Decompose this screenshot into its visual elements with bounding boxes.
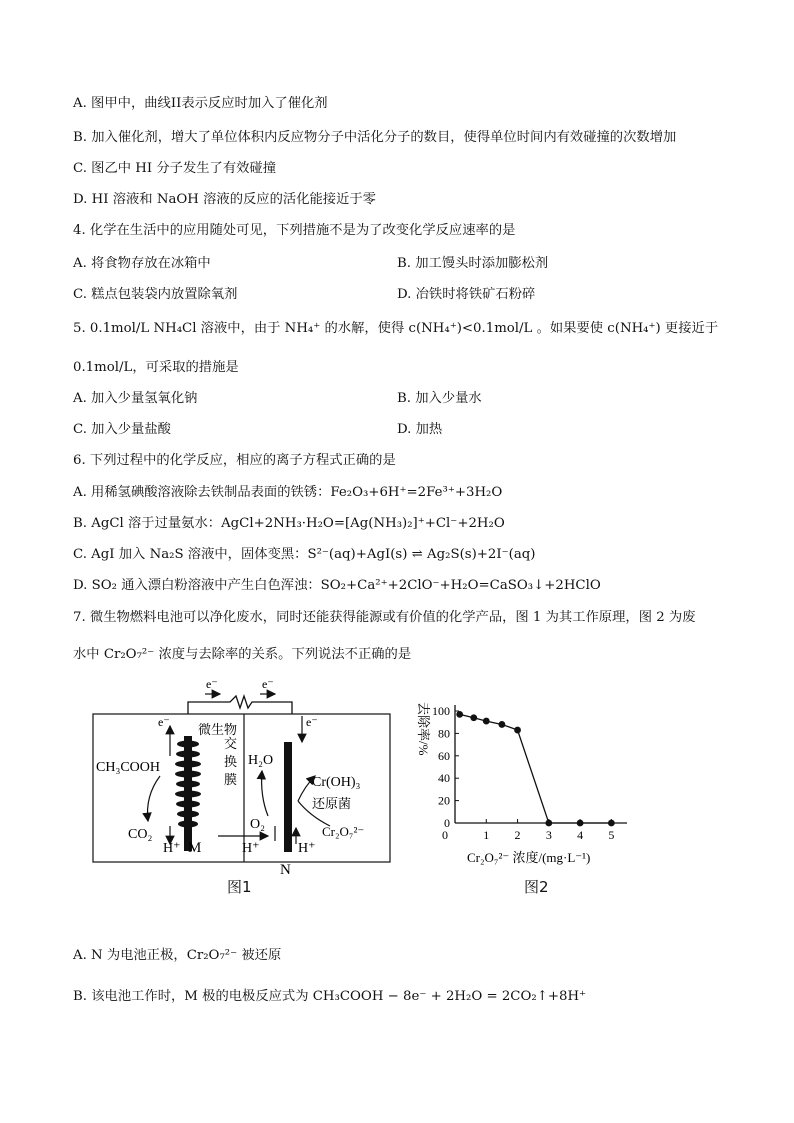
x-tick-label: 2 — [514, 828, 521, 842]
y-tick-label: 0 — [444, 816, 450, 830]
q7-option-b: B. 该电池工作时，M 极的电极反应式为 CH₃COOH − 8e⁻ + 2H₂O = 2CO₂↑+8H⁺ — [73, 989, 587, 1004]
electrode-n — [284, 742, 292, 852]
label-cr2o7: Cr₂O₇²⁻ — [322, 824, 365, 839]
y-tick-label: 100 — [432, 704, 450, 718]
q6-stem: 6. 下列过程中的化学反应，相应的离子方程式正确的是 — [73, 453, 396, 468]
label-membrane-3: 膜 — [224, 772, 238, 787]
data-point — [545, 820, 552, 827]
electron-label-2: e⁻ — [262, 677, 274, 691]
q6-option-a: A. 用稀氢碘酸溶液除去铁制品表面的铁锈：Fe₂O₃+6H⁺=2Fe³⁺+3H₂O — [73, 485, 503, 500]
y-axis-label: 去除率/% — [416, 702, 431, 756]
data-point — [456, 711, 463, 718]
q3-option-c: C. 图乙中 HI 分子发生了有效碰撞 — [73, 161, 277, 176]
label-membrane-2: 换 — [224, 754, 238, 769]
q6-option-c: C. AgI 加入 Na₂S 溶液中，固体变黑：S²⁻(aq)+AgI(s) ⇌ Ag₂S(s)+2I⁻(aq) — [73, 547, 536, 562]
label-hplus-left: H⁺ — [163, 841, 181, 856]
data-point — [483, 718, 490, 725]
figure-1-fuel-cell — [90, 676, 395, 878]
q7-option-a: A. N 为电池正极，Cr₂O₇²⁻ 被还原 — [73, 948, 282, 963]
data-point — [499, 721, 506, 728]
label-hplus-right: H⁺ — [298, 841, 316, 856]
data-point — [608, 820, 615, 827]
label-microbe: 微生物 — [198, 722, 238, 737]
q6-option-d: D. SO₂ 通入漂白粉溶液中产生白色浑浊：SO₂+Ca²⁺+2ClO⁻+H₂O=CaSO₃↓+2HClO — [73, 578, 601, 593]
x-origin-label: 0 — [442, 828, 448, 842]
label-n: N — [280, 862, 291, 878]
q3-option-a: A. 图甲中，曲线II表示反应时加入了催化剂 — [73, 96, 328, 111]
q4-stem: 4. 化学在生活中的应用随处可见，下列措施不是为了改变化学反应速率的是 — [73, 223, 516, 238]
q3-option-b: B. 加入催化剂，增大了单位体积内反应物分子中活化分子的数目，使得单位时间内有效碰撞的次数增加 — [73, 130, 677, 145]
q6-option-b: B. AgCl 溶于过量氨水：AgCl+2NH₃·H₂O=[Ag(NH₃)₂]⁺+Cl⁻+2H₂O — [73, 516, 505, 531]
x-tick-label: 3 — [545, 828, 552, 842]
q3-option-d: D. HI 溶液和 NaOH 溶液的反应的活化能接近于零 — [73, 192, 376, 207]
data-point — [577, 820, 584, 827]
electron-label-n: e⁻ — [306, 715, 318, 729]
data-point — [470, 714, 477, 721]
q4-option-d: D. 冶铁时将铁矿石粉碎 — [397, 287, 536, 302]
q5-option-b: B. 加入少量水 — [397, 391, 482, 406]
chart-axes — [432, 704, 627, 842]
microbe-cluster — [175, 741, 201, 828]
y-tick-label: 80 — [438, 726, 450, 741]
label-m: M — [188, 840, 202, 856]
q5-option-d: D. 加热 — [397, 422, 443, 437]
q4-option-b: B. 加工馒头时添加膨松剂 — [397, 256, 549, 271]
chart-marks — [456, 711, 614, 826]
q4-option-c: C. 糕点包装袋内放置除氧剂 — [73, 287, 238, 302]
x-tick-label: 1 — [483, 828, 490, 842]
figure-2-chart — [405, 690, 635, 870]
x-axis-label: Cr₂O₇²⁻ 浓度/(mg·L⁻¹) — [467, 850, 591, 865]
label-hplus-membrane: H⁺ — [242, 841, 260, 856]
q7-stem-line2: 水中 Cr₂O₇²⁻ 浓度与去除率的关系。下列说法不正确的是 — [73, 647, 412, 662]
y-tick-label: 60 — [438, 748, 450, 763]
q5-option-a: A. 加入少量氢氧化钠 — [73, 391, 198, 406]
external-circuit-wire — [188, 696, 292, 714]
electron-label-1: e⁻ — [206, 677, 218, 691]
x-tick-label: 5 — [608, 828, 615, 842]
q5-stem-line2: 0.1mol/L，可采取的措施是 — [73, 360, 239, 375]
label-co2: CO₂ — [128, 827, 153, 842]
electron-label-m: e⁻ — [158, 715, 170, 729]
label-croh3: Cr(OH)₃ — [312, 775, 361, 790]
data-point — [514, 727, 521, 734]
label-membrane-1: 交 — [224, 736, 238, 751]
figure-2-caption: 图2 — [524, 878, 549, 896]
q5-option-c: C. 加入少量盐酸 — [73, 422, 171, 437]
q5-stem-line1: 5. 0.1mol/L NH₄Cl 溶液中，由于 NH₄⁺ 的水解，使得 c(NH₄⁺)<0.1mol/L 。如果要使 c(NH₄⁺) 更接近于 — [73, 321, 719, 336]
q7-stem-line1: 7. 微生物燃料电池可以净化废水，同时还能获得能源或有价值的化学产品，图 1 为其工作原理，图 2 为废 — [73, 610, 696, 625]
series-line — [460, 714, 612, 823]
label-reducing-bacteria: 还原菌 — [312, 796, 352, 811]
label-ch3cooh: CH₃COOH — [96, 760, 160, 775]
x-tick-label: 4 — [577, 828, 584, 842]
figure-1-caption: 图1 — [227, 878, 252, 896]
y-tick-label: 40 — [438, 771, 450, 786]
y-tick-label: 20 — [438, 793, 450, 808]
label-o2: O₂ — [250, 817, 265, 832]
label-h2o: H₂O — [248, 753, 274, 768]
q4-option-a: A. 将食物存放在冰箱中 — [73, 256, 211, 271]
